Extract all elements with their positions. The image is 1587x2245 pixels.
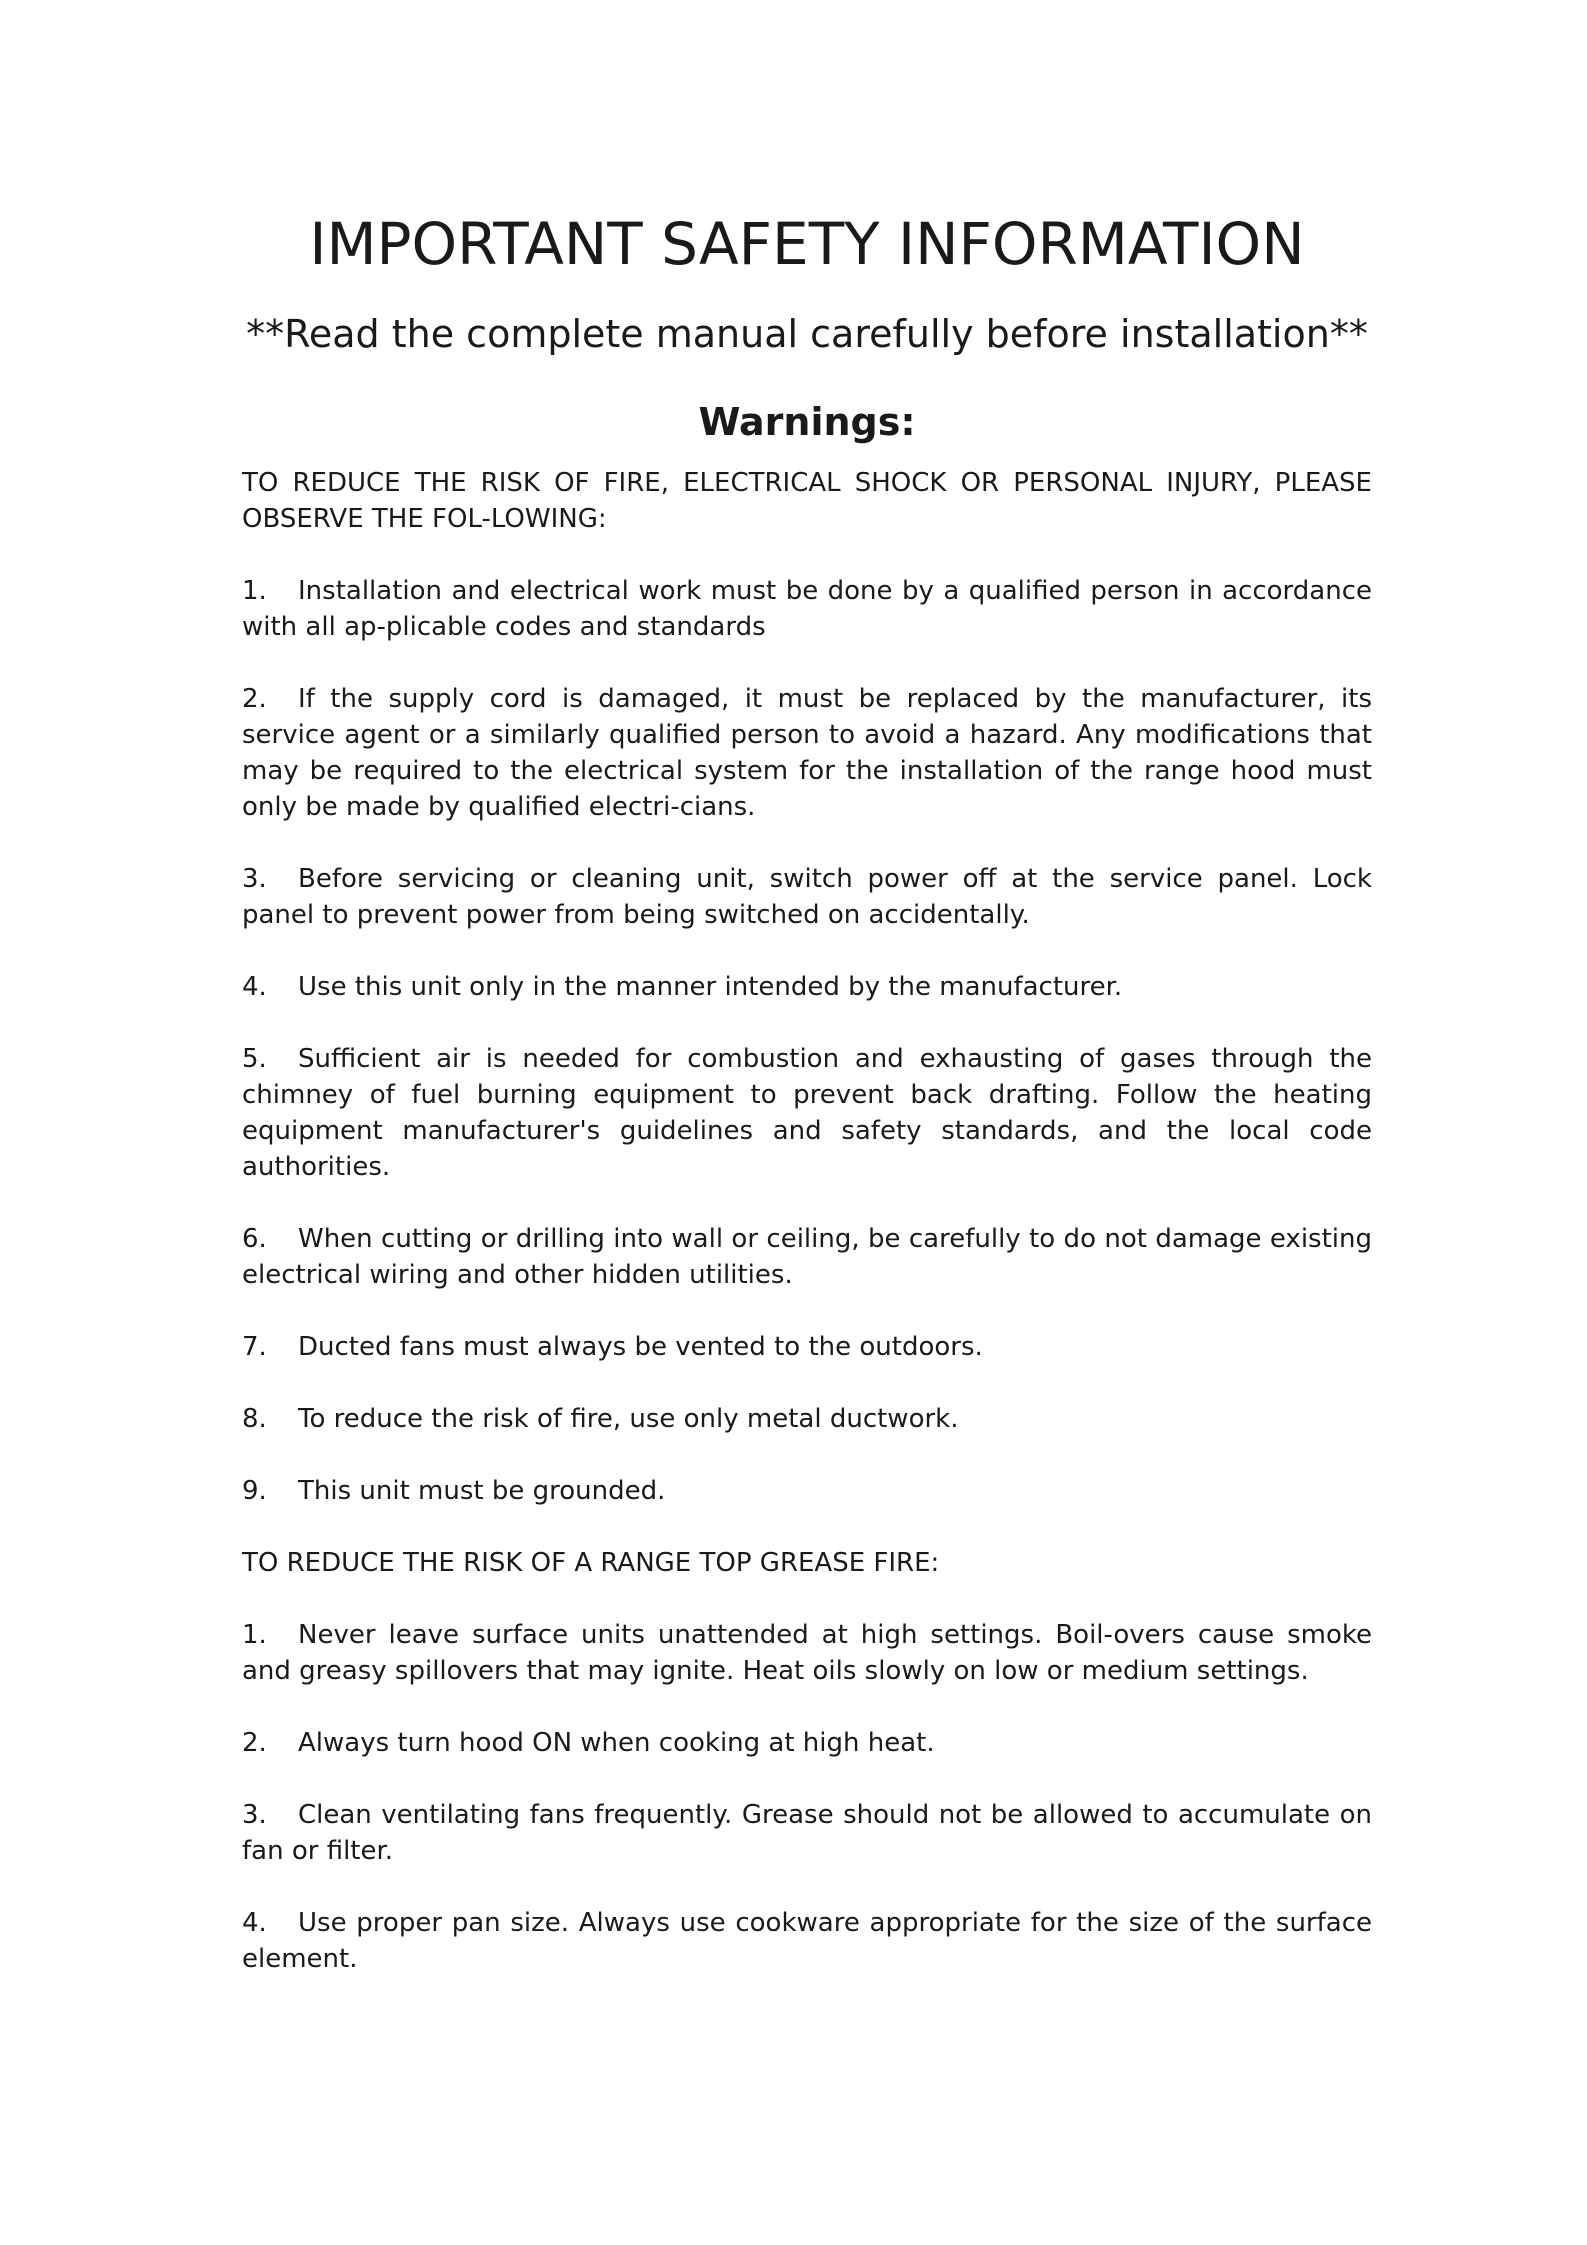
item-text: Always turn hood ON when cooking at high heat. xyxy=(298,1728,935,1758)
item-text: Before servicing or cleaning unit, switch power off at the service panel. Lock panel to prevent power from being switched on accidentally. xyxy=(242,864,1372,930)
item-text: Use this unit only in the manner intended by the manufacturer. xyxy=(298,972,1123,1002)
section1-item-9 xyxy=(242,1473,1372,1509)
item-number: 6. xyxy=(242,1224,267,1254)
item-text: Installation and electrical work must be done by a qualified person in accordance with all ap-plicable codes and standards xyxy=(242,576,1372,642)
section2-item-4 xyxy=(242,1905,1372,1977)
item-text: When cutting or drilling into wall or ceiling, be carefully to do not damage existing electrical wiring and other hidden utilities. xyxy=(242,1224,1372,1290)
item-number: 2. xyxy=(242,684,267,714)
item-text: Clean ventilating fans frequently. Grease should not be allowed to accumulate on fan or filter. xyxy=(242,1800,1372,1866)
item-text: Never leave surface units unattended at high settings. Boil-overs cause smoke and greasy spillovers that may ignite. Heat oils slowly on low or medium settings. xyxy=(242,1620,1372,1686)
section1-item-1 xyxy=(242,573,1372,645)
item-number: 7. xyxy=(242,1332,267,1362)
section1-item-8 xyxy=(242,1401,1372,1437)
section1-item-6 xyxy=(242,1221,1372,1293)
item-number: 5. xyxy=(242,1044,267,1074)
section1-intro: TO REDUCE THE RISK OF FIRE, ELECTRICAL SHOCK OR PERSONAL INJURY, PLEASE OBSERVE THE FOL-LOWING: xyxy=(242,468,1372,534)
item-text: Sufficient air is needed for combustion and exhausting of gases through the chimney of fuel burning equipment to prevent back drafting. Follow the heating equipment manufacturer's guidelines and safety standards, and the local code authorities. xyxy=(242,1044,1372,1182)
page-subtitle: **Read the complete manual carefully before installation** xyxy=(246,312,1368,356)
item-number: 9. xyxy=(242,1476,267,1506)
item-number: 4. xyxy=(242,1908,267,1938)
item-text: This unit must be grounded. xyxy=(298,1476,666,1506)
item-text: To reduce the risk of fire, use only metal ductwork. xyxy=(298,1404,959,1434)
section2-item-3 xyxy=(242,1797,1372,1869)
section2-item-1 xyxy=(242,1617,1372,1689)
section1-item-5 xyxy=(242,1041,1372,1185)
item-number: 3. xyxy=(242,864,267,894)
item-number: 4. xyxy=(242,972,267,1002)
item-text: If the supply cord is damaged, it must be replaced by the manufacturer, its service agent or a similarly qualified person to avoid a hazard. Any modifications that may be required to the electrical system for the installation of the range hood must only be made by qualified electri-cians. xyxy=(242,684,1372,822)
section1-item-4 xyxy=(242,969,1372,1005)
section1-item-2 xyxy=(242,681,1372,825)
page-title: IMPORTANT SAFETY INFORMATION xyxy=(309,210,1305,278)
item-number: 2. xyxy=(242,1728,267,1758)
section1-item-7 xyxy=(242,1329,1372,1365)
section1-item-3 xyxy=(242,861,1372,933)
warnings-heading: Warnings: xyxy=(698,400,916,444)
item-text: Ducted fans must always be vented to the outdoors. xyxy=(298,1332,983,1362)
item-number: 1. xyxy=(242,576,267,606)
item-number: 8. xyxy=(242,1404,267,1434)
item-number: 1. xyxy=(242,1620,267,1650)
item-number: 3. xyxy=(242,1800,267,1830)
section2-item-2 xyxy=(242,1725,1372,1761)
section2-intro: TO REDUCE THE RISK OF A RANGE TOP GREASE FIRE: xyxy=(242,1548,940,1578)
item-text: Use proper pan size. Always use cookware appropriate for the size of the surface element. xyxy=(242,1908,1372,1974)
